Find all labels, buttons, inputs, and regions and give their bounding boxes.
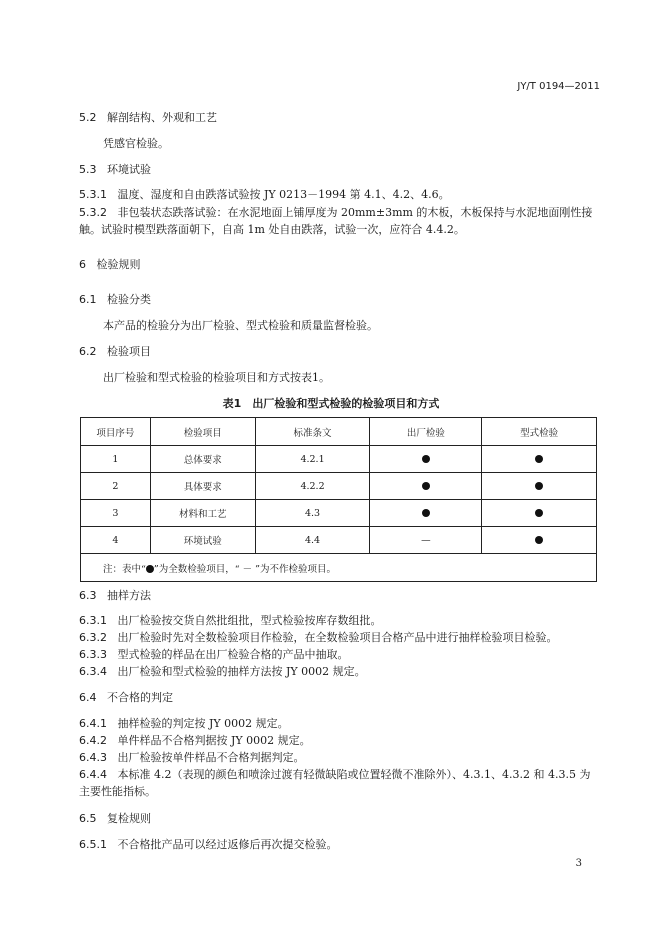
row-number: 2 [81, 473, 151, 500]
clause-number: 6.4.2 [79, 734, 107, 747]
clause-number: 6.4.1 [79, 717, 107, 730]
section-title: 复检规则 [107, 812, 151, 825]
filled-dot-icon [422, 455, 430, 463]
clause-5-3-2 [79, 204, 599, 238]
section-6-1-text: 本产品的检验分为出厂检验、型式检验和质量监督检验。 [103, 319, 378, 332]
clause-number: 6.3.2 [79, 631, 107, 644]
clause-text: 非包装状态跌落试验：在水泥地面上铺厚度为 20mm±3mm 的木板，木板保持与水泥地面刚性接触。试验时模型跌落面朝下，自高 1m 处自由跌落，试验一次，应符合 4.4.2。 [79, 206, 593, 236]
clause-text: 出厂检验按交货自然批组批，型式检验按库存数组批。 [117, 614, 382, 627]
column-header: 项目序号 [81, 418, 151, 446]
clause-6-4-3 [79, 749, 305, 765]
section-title: 环境试验 [107, 163, 151, 176]
row-item: 环境试验 [150, 527, 255, 554]
section-title: 解剖结构、外观和工艺 [107, 111, 217, 124]
section-title: 检验项目 [107, 345, 151, 358]
clause-6-4-1 [79, 715, 289, 731]
clause-number: 6.4.3 [79, 751, 107, 764]
clause-text: 本标准 4.2（表现的颜色和喷涂过渡有轻微缺陷或位置轻微不准除外）、4.3.1、4.3.2 和 4.3.5 为主要性能指标。 [79, 768, 591, 798]
section-number: 6.4 [79, 691, 97, 704]
filled-dot-icon [535, 482, 543, 490]
filled-dot-icon [422, 482, 430, 490]
chapter-title: 检验规则 [96, 258, 141, 271]
type-mark [482, 473, 597, 500]
clause-6-3-4 [79, 663, 366, 679]
note-prefix: 注：表中“ [103, 563, 146, 575]
section-6-2-text: 出厂检验和型式检验的检验项目和方式按表1。 [103, 371, 330, 384]
table-note-row [81, 554, 597, 582]
factory-mark [370, 500, 482, 527]
clause-number: 6.5.1 [79, 838, 107, 851]
clause-number: 6.3.3 [79, 648, 107, 661]
row-clause: 4.2.1 [255, 446, 370, 473]
factory-mark: — [370, 527, 482, 554]
inspection-table [80, 417, 597, 582]
row-item: 总体要求 [150, 446, 255, 473]
clause-text: 出厂检验按单件样品不合格判据判定。 [117, 751, 305, 764]
section-number: 6.5 [79, 812, 97, 825]
clause-text: 温度、湿度和自由跌落试验按 JY 0213－1994 第 4.1、4.2、4.6。 [117, 188, 450, 201]
type-mark [482, 500, 597, 527]
type-mark [482, 446, 597, 473]
section-6-4-heading [79, 689, 173, 705]
clause-number: 6.3.4 [79, 665, 107, 678]
row-number: 1 [81, 446, 151, 473]
section-number: 6.2 [79, 345, 97, 358]
section-number: 6.1 [79, 293, 97, 306]
note-suffix: ”为全数检验项目，“ － ”为不作检验项目。 [153, 563, 336, 575]
row-number: 3 [81, 500, 151, 527]
table-row [81, 500, 597, 527]
table-row [81, 446, 597, 473]
clause-text: 抽样检验的判定按 JY 0002 规定。 [117, 717, 289, 730]
section-6-3-heading [79, 587, 151, 603]
table-header-row [81, 418, 597, 446]
clause-number: 5.3.2 [79, 206, 107, 219]
row-clause: 4.2.2 [255, 473, 370, 500]
row-number: 4 [81, 527, 151, 554]
factory-mark [370, 446, 482, 473]
column-header: 标准条文 [255, 418, 370, 446]
clause-text: 单件样品不合格判据按 JY 0002 规定。 [117, 734, 311, 747]
page-number: 3 [575, 858, 582, 869]
clause-5-3-1 [79, 186, 450, 202]
filled-dot-icon [535, 455, 543, 463]
section-title: 不合格的判定 [107, 691, 173, 704]
clause-number: 6.4.4 [79, 768, 107, 781]
clause-text: 不合格批产品可以经过返修后再次提交检验。 [117, 838, 338, 851]
clause-6-5-1 [79, 836, 338, 852]
filled-dot-icon [422, 509, 430, 517]
clause-number: 6.3.1 [79, 614, 107, 627]
column-header: 出厂检验 [370, 418, 482, 446]
section-6-1-heading [79, 291, 151, 307]
section-6-5-heading [79, 810, 151, 826]
table-row [81, 527, 597, 554]
filled-dot-icon [146, 565, 154, 573]
section-title: 检验分类 [107, 293, 151, 306]
filled-dot-icon [535, 509, 543, 517]
clause-6-3-1 [79, 612, 382, 628]
clause-6-4-2 [79, 732, 311, 748]
row-clause: 4.4 [255, 527, 370, 554]
clause-6-3-2 [79, 629, 558, 645]
clause-text: 出厂检验和型式检验的抽样方法按 JY 0002 规定。 [117, 665, 366, 678]
row-item: 具体要求 [150, 473, 255, 500]
chapter-6-heading [79, 256, 141, 272]
table-caption: 表1 出厂检验和型式检验的检验项目和方式 [222, 397, 440, 410]
section-5-3-heading [79, 161, 151, 177]
filled-dot-icon [535, 536, 543, 544]
row-clause: 4.3 [255, 500, 370, 527]
table-note [81, 554, 597, 582]
section-number: 6.3 [79, 589, 97, 602]
section-5-2-heading [79, 109, 217, 125]
clause-6-3-3 [79, 646, 349, 662]
row-item: 材料和工艺 [150, 500, 255, 527]
clause-text: 型式检验的样品在出厂检验合格的产品中抽取。 [117, 648, 349, 661]
section-number: 5.2 [79, 111, 97, 124]
section-6-2-heading [79, 343, 151, 359]
factory-mark [370, 473, 482, 500]
column-header: 检验项目 [150, 418, 255, 446]
type-mark [482, 527, 597, 554]
clause-number: 5.3.1 [79, 188, 107, 201]
clause-text: 出厂检验时先对全数检验项目作检验，在全数检验项目合格产品中进行抽样检验项目检验。 [117, 631, 558, 644]
section-number: 5.3 [79, 163, 97, 176]
note-dot [146, 564, 154, 575]
clause-6-4-4 [79, 766, 599, 800]
column-header: 型式检验 [482, 418, 597, 446]
standard-code: JY/T 0194—2011 [517, 81, 600, 92]
chapter-number: 6 [79, 258, 86, 271]
table-row [81, 473, 597, 500]
section-5-2-text: 凭感官检验。 [103, 137, 169, 150]
section-title: 抽样方法 [107, 589, 151, 602]
